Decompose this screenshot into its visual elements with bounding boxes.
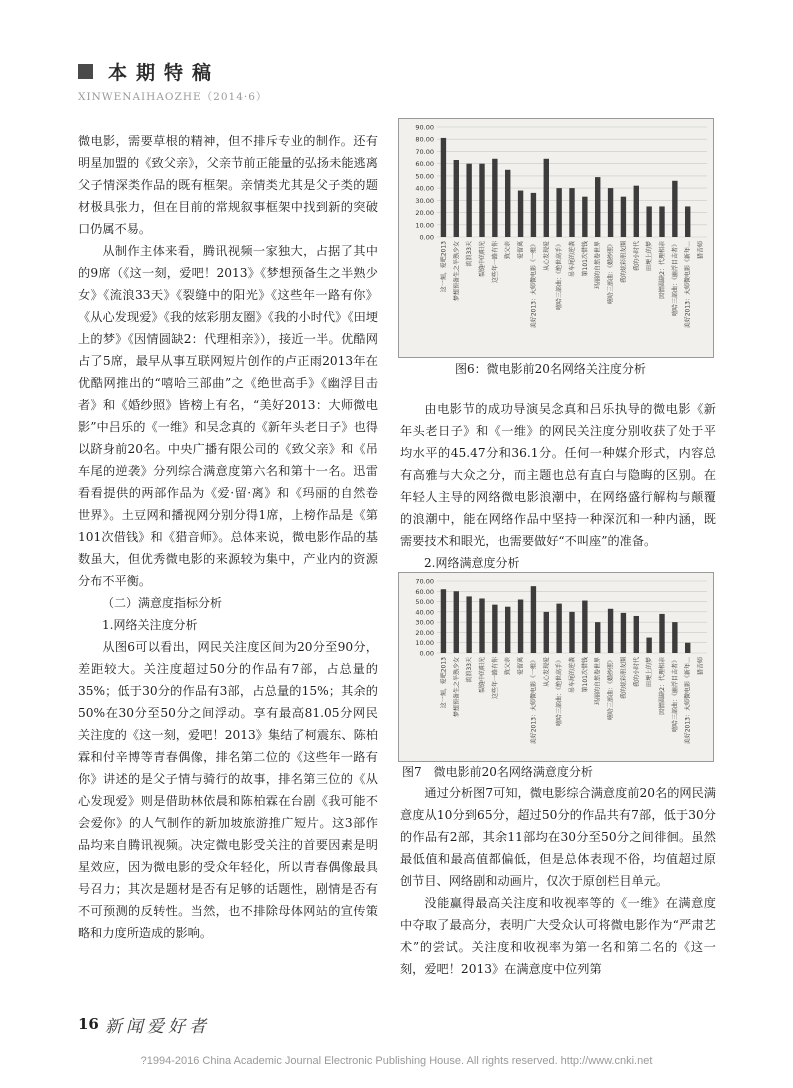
bar <box>518 600 523 653</box>
bar <box>441 589 446 653</box>
bar <box>646 206 651 237</box>
x-tick-label: 美好2013：大师微电影《一维》 <box>530 657 538 745</box>
x-tick-label: 嘻哈三部曲：《婚纱照》 <box>607 240 615 305</box>
y-tick-label: 60.00 <box>415 160 434 169</box>
y-tick-label: 50.00 <box>415 598 434 607</box>
x-tick-label: 从心发现爱 <box>543 241 551 272</box>
page-number: 16 <box>78 1015 99 1033</box>
x-tick-label: 流浪33天 <box>466 657 474 683</box>
x-tick-label: 我的小时代 <box>633 240 641 272</box>
y-tick-label: 60.00 <box>415 587 434 596</box>
x-tick-label: 这些年一路有你 <box>491 657 499 700</box>
x-tick-label: 田埂上的梦 <box>646 657 654 688</box>
bar <box>505 170 510 237</box>
x-tick-label: 梦想预备生之半熟少女 <box>453 657 461 718</box>
bar <box>646 638 651 653</box>
subsection-heading: 1.网络关注度分析 <box>102 618 198 632</box>
x-tick-label: 嘻哈三部曲：《婚纱照》 <box>607 657 615 721</box>
bar <box>685 643 690 653</box>
bar <box>569 612 574 653</box>
bar <box>672 181 677 237</box>
x-tick-label: 田埂上的梦 <box>646 241 654 272</box>
x-tick-label: 猎音师 <box>697 657 705 676</box>
y-tick-label: 40.00 <box>415 184 434 193</box>
x-tick-label: 第101次借钱 <box>581 657 589 693</box>
bar <box>466 596 471 653</box>
y-tick-label: 70.00 <box>415 147 434 156</box>
bar <box>441 138 446 237</box>
bar <box>634 616 639 653</box>
x-tick-label: 玛丽的自然卷世界 <box>594 657 602 706</box>
x-tick-label: 嘻哈三部曲：《幽浮目击者》 <box>671 241 679 317</box>
x-tick-label: 美好2013：大师微电影《一维》 <box>530 241 538 329</box>
x-tick-label: 我的小时代 <box>633 657 641 688</box>
journal-logo: 新闻爱好者 <box>105 1017 210 1037</box>
x-tick-label: 因情圆缺2：代理相亲 <box>659 241 666 299</box>
x-tick-label: 流浪33天 <box>466 241 474 267</box>
header-square-mark <box>78 64 93 79</box>
copyright-notice: ?1994-2016 China Academic Journal Electronic Publishing House. All rights reserved. http://www.cnki.net <box>140 1055 653 1067</box>
figure-6-chart <box>398 118 714 358</box>
x-tick-label: 玛丽的自然卷世界 <box>594 241 602 290</box>
x-tick-label: 嘻哈三部曲：《绝世高手》 <box>556 241 564 311</box>
bar <box>479 598 484 653</box>
bar <box>595 177 600 237</box>
y-tick-label: 0.00 <box>419 649 434 658</box>
bar <box>454 591 459 653</box>
attention-bar-chart <box>399 119 713 357</box>
journal-subtitle: XINWENAIHAOZHE（2014·6） <box>78 91 268 103</box>
x-tick-label: 裂缝中的阳光 <box>479 241 486 278</box>
y-tick-label: 20.00 <box>415 628 434 637</box>
bar <box>556 188 561 237</box>
y-tick-label: 20.00 <box>415 209 434 218</box>
bar <box>608 188 613 237</box>
figure-7-caption: 图7 微电影前20名网络满意度分析 <box>402 765 593 779</box>
y-tick-label: 90.00 <box>415 123 434 132</box>
x-tick-label: 致父亲 <box>504 241 512 260</box>
bar <box>621 197 626 237</box>
bar <box>634 186 639 237</box>
x-tick-label: 爱留离 <box>517 241 525 260</box>
figure-7-chart <box>398 572 714 762</box>
x-tick-label: 从心发现爱 <box>543 657 551 688</box>
bar <box>582 197 587 237</box>
paragraph: 从制作主体来看，腾讯视频一家独大，占据了其中的9席（《这一刻，爱吧！2013》《梦想预备生之半熟少女》《流浪33天》《裂缝中的阳光》《这些年一路有你》《从心发现爱》《我的炫彩朋友圈》《我的小时代》《田埂上的梦》《因情圆缺2：代理相亲》），接近一半。优酷网占了5席，最早从事互联网短片创作的卢正雨2013年在优酷网推出的“嘻哈三部曲”之《绝世高手》《幽浮目击者》和《婚纱照》皆榜上有名，“美好2013：大师微电影”中吕乐的《一维》和吴念真的《新年头老日子》也得以跻身前20名。中央广播有限公司的《致父亲》和《吊车尾的逆袭》分列综合满意度第六名和第十一名。迅雷看看提供的两部作品为《爱·留·离》和《玛丽的自然卷世界》。土豆网和播视网分别分得1席，上榜作品是《第101次借钱》和《猎音师》。总体来说，微电影作品的基数虽大，但优秀微电影的来源较为集中，产业内的资源分布不平衡。 <box>78 244 378 588</box>
bar <box>659 614 664 653</box>
y-tick-label: 70.00 <box>415 577 434 586</box>
y-tick-label: 50.00 <box>415 172 434 181</box>
section-heading: （二）满意度指标分析 <box>102 596 223 610</box>
paragraph: 通过分析图7可知，微电影综合满意度前20名的网民满意度从10分到65分，超过50分的作品共有7部，低于30分的作品有2部，其余11部均在30分至50分之间徘徊。虽然最低值和最高值都偏低，但是总体表现不俗，均值超过原创节目、网络剧和动画片，仅次于原创栏目单元。 <box>400 786 716 888</box>
paragraph: 由电影节的成功导演吴念真和吕乐执导的微电影《新年头老日子》和《一维》的网民关注度分别收获了处于平均水平的45.47分和36.1分。任何一种媒介形式，内容总有高雅与大众之分，而主题也总有直白与隐晦的区别。在年轻人主导的网络微电影浪潮中，在网络盛行解构与颠覆的浪潮中，能在网络作品中坚持一种深沉和一种内涵，既需要技术和眼光，也需要做好“不叫座”的准备。 <box>400 402 716 548</box>
y-tick-label: 30.00 <box>415 196 434 205</box>
bar <box>595 622 600 653</box>
bar <box>454 160 459 237</box>
bar <box>544 159 549 237</box>
bar <box>492 605 497 653</box>
x-tick-label: 致父亲 <box>504 657 512 676</box>
bar <box>531 193 536 237</box>
bar <box>544 612 549 653</box>
paragraph: 从图6可以看出，网民关注度区间为20分至90分，差距较大。关注度超过50分的作品有7部，占总量的35%；低于30分的作品有3部，占总量的15%；其余的50%在30分至50分之间浮动。享有最高81.05分网民关注度的《这一刻，爱吧！2013》集结了柯震东、陈柏霖和付辛博等青春偶像，排名第二位的《这些年一路有你》讲述的是父子情与骑行的故事，排名第三位的《从心发现爱》则是借助林依晨和陈柏霖在台剧《我可能不会爱你》的人气制作的新加坡旅游推广短片。这3部作品均来自腾讯视频。决定微电影受关注的首要因素是明星效应，因为微电影的受众年轻化，所以青春偶像最具号召力；其次是题材是否有足够的话题性，剧情是否有不可预测的反转性。当然，也不排除母体网站的宣传策略和力度所造成的影响。 <box>78 640 378 940</box>
x-tick-label: 第101次借钱 <box>581 241 589 277</box>
y-tick-label: 40.00 <box>415 608 434 617</box>
x-tick-label: 我的炫彩朋友圈 <box>620 241 628 284</box>
x-tick-label: 嘻哈三部曲：《绝世高手》 <box>556 657 564 727</box>
right-column-bottom <box>400 782 716 980</box>
x-tick-label: 嘻哈三部曲：《幽浮目击者》 <box>671 657 679 733</box>
bar <box>505 607 510 653</box>
left-column <box>78 130 378 944</box>
bar <box>608 609 613 653</box>
bar <box>492 159 497 237</box>
x-tick-label: 裂缝中的阳光 <box>479 657 486 694</box>
y-tick-label: 30.00 <box>415 618 434 627</box>
y-tick-label: 10.00 <box>415 639 434 648</box>
bar <box>556 604 561 653</box>
x-tick-label: 因情圆缺2：代理相亲 <box>659 657 666 715</box>
y-tick-label: 10.00 <box>415 221 434 230</box>
bar <box>479 164 484 237</box>
bar <box>659 206 664 237</box>
x-tick-label: 吊车尾的逆袭 <box>569 657 576 694</box>
bar <box>672 622 677 653</box>
paragraph: 没能赢得最高关注度和收视率等的《一维》在满意度中夺取了最高分，表明广大受众认可将微电影作为“严肃艺术”的尝试。关注度和收视率为第一名和第二名的《这一刻，爱吧！2013》在满意度中位列第 <box>400 896 716 976</box>
bar <box>685 206 690 237</box>
y-tick-label: 0.00 <box>419 233 434 242</box>
bar <box>621 613 626 653</box>
x-tick-label: 我的炫彩朋友圈 <box>620 657 628 700</box>
satisfaction-bar-chart <box>399 573 713 761</box>
bar <box>518 191 523 237</box>
x-tick-label: 美好2013：大师微电影《新年… <box>684 657 692 745</box>
bar <box>582 601 587 653</box>
paragraph: 微电影，需要草根的精神，但不排斥专业的制作。还有明星加盟的《致父亲》，父亲节前正能量的弘扬未能逃离父子情深类作品的既有框架。亲情类尤其是父子类的题材极具张力，但在目前的常规叙事框架中找到新的突破口仍属不易。 <box>78 134 378 236</box>
figure-6-caption: 图6：微电影前20名网络关注度分析 <box>455 362 646 376</box>
bar <box>569 188 574 237</box>
x-tick-label: 梦想预备生之半熟少女 <box>453 241 461 302</box>
x-tick-label: 吊车尾的逆袭 <box>569 241 576 278</box>
x-tick-label: 这些年一路有你 <box>491 241 499 284</box>
subsection-heading: 2.网络满意度分析 <box>424 556 520 570</box>
x-tick-label: 爱留离 <box>517 657 525 676</box>
section-title: 本期特稿 <box>108 62 221 84</box>
bar <box>466 164 471 237</box>
bar <box>531 586 536 653</box>
x-tick-label: 这一刻，爱吧2013 <box>440 657 448 709</box>
x-tick-label: 美好2013：大师微电影《新年… <box>684 241 692 329</box>
y-tick-label: 80.00 <box>415 135 434 144</box>
x-tick-label: 猎音师 <box>697 241 705 260</box>
x-tick-label: 这一刻，爱吧2013 <box>440 241 448 293</box>
right-column-top <box>400 398 716 574</box>
